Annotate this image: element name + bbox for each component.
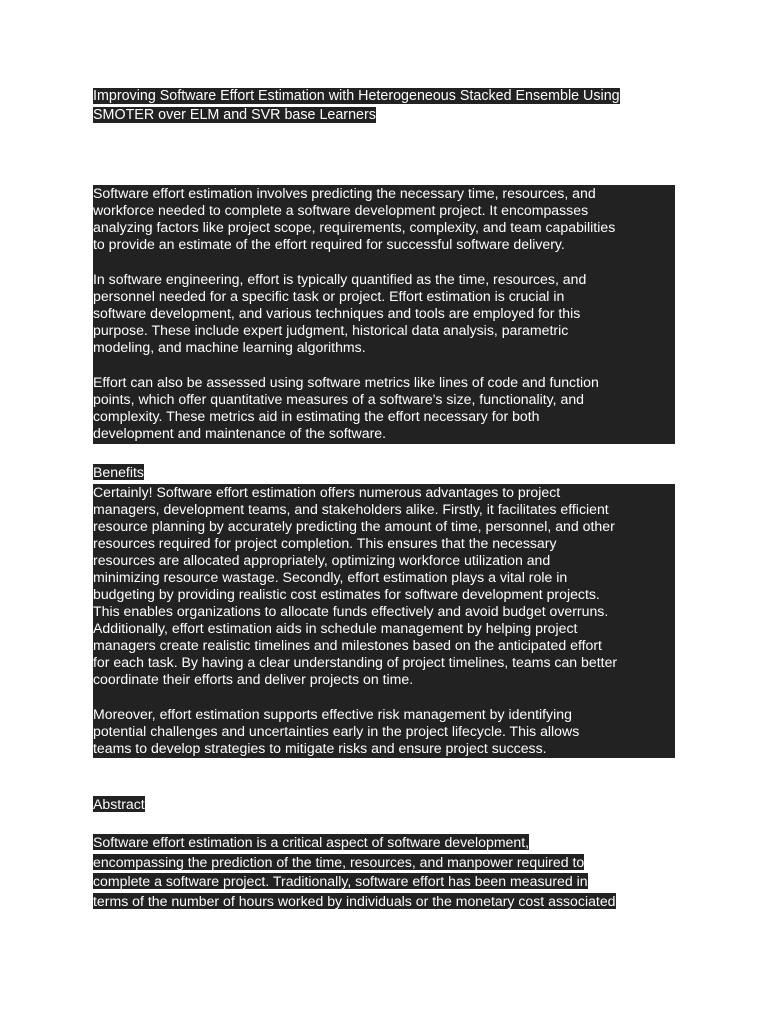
benefits-heading — [93, 463, 144, 481]
text-line: Moreover, effort estimation supports effective risk management by identifying — [93, 706, 572, 722]
text-line: In software engineering, effort is typically quantified as the time, resources, and — [93, 271, 587, 287]
text-line: for each task. By having a clear understanding of project timelines, teams can better — [93, 654, 618, 670]
title-line: Improving Software Effort Estimation with Heterogeneous Stacked Ensemble Using — [93, 88, 620, 104]
intro-paragraph — [93, 185, 675, 253]
abstract-line — [93, 833, 693, 853]
text-line: complete a software project. Traditionally, software effort has been measured in — [93, 873, 588, 890]
text-line: Certainly! Software effort estimation offers numerous advantages to project — [93, 484, 561, 500]
text-line: resources required for project completion. This ensures that the necessary — [93, 535, 557, 551]
text-line: resource planning by accurately predicting the amount of time, personnel, and other — [93, 518, 615, 534]
text-line: complexity. These metrics aid in estimating the effort necessary for both — [93, 408, 540, 424]
text-line: resources are allocated appropriately, optimizing workforce utilization and — [93, 552, 551, 568]
text-line: This enables organizations to allocate funds effectively and avoid budget overruns. — [93, 603, 609, 619]
text-line: coordinate their efforts and deliver projects on time. — [93, 671, 414, 687]
text-line: workforce needed to complete a software development project. It encompasses — [93, 202, 589, 218]
abstract-label: Abstract — [93, 796, 145, 812]
text-line: modeling, and machine learning algorithms. — [93, 339, 366, 355]
title-line: SMOTER over ELM and SVR base Learners — [93, 107, 376, 124]
benefits-section — [93, 484, 675, 758]
text-line: Additionally, effort estimation aids in schedule management by helping project — [93, 620, 578, 636]
text-line: terms of the number of hours worked by individuals or the monetary cost associated — [93, 892, 616, 909]
text-line: analyzing factors like project scope, requirements, complexity, and team capabilities — [93, 219, 616, 235]
text-line: managers, development teams, and stakeholders alike. Firstly, it facilitates efficient — [93, 501, 609, 517]
text-line: potential challenges and uncertainties early in the project lifecycle. This allows — [93, 723, 580, 739]
text-line: Software effort estimation is a critical aspect of software development, — [93, 834, 530, 850]
text-line: teams to develop strategies to mitigate risks and ensure project success. — [93, 740, 547, 756]
text-line: Software effort estimation involves predicting the necessary time, resources, and — [93, 185, 596, 201]
abstract-line — [93, 853, 693, 873]
abstract-line — [93, 872, 693, 892]
text-line: points, which offer quantitative measures of a software's size, functionality, and — [93, 391, 585, 407]
text-line: development and maintenance of the software. — [93, 425, 387, 441]
benefits-paragraph — [93, 484, 675, 688]
text-line: software development, and various techniques and tools are employed for this — [93, 305, 581, 321]
text-line: encompassing the prediction of the time, resources, and manpower required to — [93, 853, 585, 870]
abstract-line — [93, 892, 693, 912]
intro-paragraph — [93, 271, 675, 356]
benefits-label: Benefits — [93, 464, 144, 480]
text-line: purpose. These include expert judgment, historical data analysis, parametric — [93, 322, 569, 338]
intro-section — [93, 185, 675, 444]
abstract-section — [93, 833, 693, 911]
text-line: personnel needed for a specific task or project. Effort estimation is crucial in — [93, 288, 565, 304]
text-line: minimizing resource wastage. Secondly, effort estimation plays a vital role in — [93, 569, 568, 585]
benefits-paragraph — [93, 706, 675, 757]
intro-paragraph — [93, 374, 675, 442]
text-line: budgeting by providing realistic cost estimates for software development projects. — [93, 586, 600, 602]
abstract-heading — [93, 795, 145, 813]
text-line: to provide an estimate of the effort required for successful software delivery. — [93, 236, 565, 252]
document-title — [93, 87, 683, 125]
text-line: managers create realistic timelines and milestones based on the anticipated effort — [93, 637, 602, 653]
text-line: Effort can also be assessed using software metrics like lines of code and function — [93, 374, 599, 390]
